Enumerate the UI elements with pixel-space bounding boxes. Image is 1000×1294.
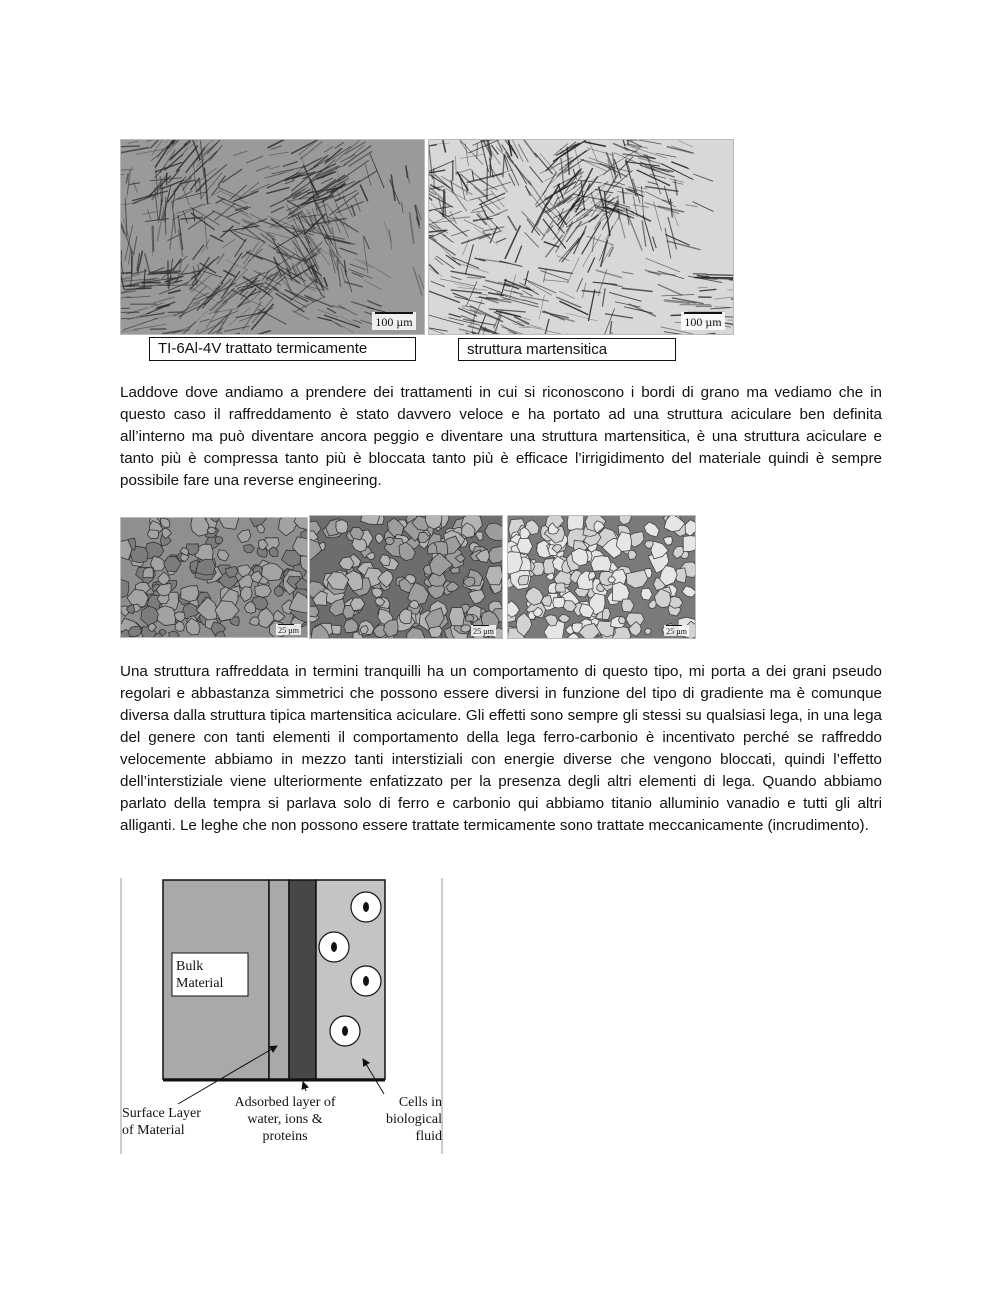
micrograph-heat-treated-image: [121, 140, 424, 334]
cell-icon: [351, 966, 381, 996]
caption-heat-treated: [149, 337, 416, 361]
cells-label-line-2: biological: [386, 1112, 442, 1127]
surface-label-line-1: Surface Layer: [122, 1106, 201, 1121]
scale-bar-right: [681, 312, 725, 330]
scale-label-left: 100 µm: [375, 315, 413, 329]
grain-micrograph-3: [507, 515, 696, 639]
micrograph-heat-treated: [120, 139, 425, 335]
cell-icon: [319, 932, 349, 962]
grain-micrograph-1-image: [121, 518, 307, 637]
paragraph-2: Una struttura raffreddata in termini tranquilli ha un comportamento di questo tipo, mi porta a dei grani pseudo regolari e abbastanza simmetrici che possono essere diversi in funzione del tipo di gradiente ma è comunque diversa dalla struttura tipica martensitica aciculare. Gli effetti sono sempre gli stessi su qualsiasi lega, in una lega del genere con tanti elementi il comportamento della lega ferro-carbonio è incentivato perché se raffreddo velocemente abbiamo in mezzo tanti interstiziali con energie diverse che vengono bloccati, quindi l’effetto dell’interstiziale viene ulteriormente enfatizzato per la presenza degli altri elementi di lega. Quando abbiamo parlato della tempra si parlava solo di ferro e carbonio qui abbiamo titanio alluminio vanadio e tutti gli altri alliganti. Le leghe che non possono essere trattate termicamente sono trattate meccanicamente (incrudimento).: [120, 663, 882, 834]
cells-label-line-1: Cells in: [398, 1095, 442, 1110]
caption-heat-treated-text: TI-6Al-4V trattato termicamente: [158, 340, 368, 357]
scale-label-right: 100 µm: [684, 315, 722, 329]
caption-martensitic-text: struttura martensitica: [467, 341, 608, 358]
surface-label-line-2: of Material: [122, 1123, 185, 1138]
adsorbed-label-line-2: water, ions &: [247, 1112, 323, 1127]
grain-micrograph-2: [309, 515, 503, 639]
micrograph-martensitic: [428, 139, 734, 335]
scale-bar-grain-3: [664, 625, 689, 636]
cells-label-line-3: fluid: [415, 1129, 442, 1144]
paragraph-1: Laddove dove andiamo a prendere dei trattamenti in cui si riconoscono i bordi di grano ma vediamo che in questo caso il raffreddamento è stato davvero veloce e ha portato ad una struttura aciculare ben definita all’interno ma può diventare ancora peggio e diventare una struttura martensitica, è una struttura aciculare e tanto più è compressa tanto più è bloccata tanto più è efficace l’irrigidimento del materiale quindi è sempre possibile fare una reverse engineering.: [120, 384, 882, 489]
grain-micrograph-3-image: [508, 516, 695, 638]
scale-bar-grain-1: [276, 624, 301, 635]
bulk-label: [176, 958, 223, 992]
cell-icon: [330, 1016, 360, 1046]
scale-label-grain-2: 25 µm: [473, 627, 494, 636]
scale-bar-grain-2: [471, 625, 496, 636]
scale-label-grain-3: 25 µm: [666, 627, 687, 636]
cell-icon: [351, 892, 381, 922]
cells-label: [372, 1094, 442, 1145]
micrograph-martensitic-image: [429, 140, 733, 334]
adsorbed-layer-label: [226, 1094, 344, 1145]
bulk-label-line-1: Bulk: [176, 959, 204, 974]
grain-micrograph-1: [120, 517, 308, 638]
adsorbed-label-line-1: Adsorbed layer of: [234, 1095, 336, 1110]
interface-diagram: [120, 878, 444, 1156]
caption-martensitic: [458, 338, 676, 361]
adsorbed-arrow: [303, 1082, 306, 1091]
adsorbed-layer-region: [289, 880, 316, 1079]
adsorbed-label-line-3: proteins: [262, 1129, 308, 1144]
scale-bar-left: [372, 312, 416, 330]
scale-label-grain-1: 25 µm: [278, 626, 299, 635]
bulk-label-line-2: Material: [176, 976, 224, 991]
grain-micrograph-2-image: [310, 516, 502, 638]
surface-layer-label: [122, 1105, 201, 1139]
